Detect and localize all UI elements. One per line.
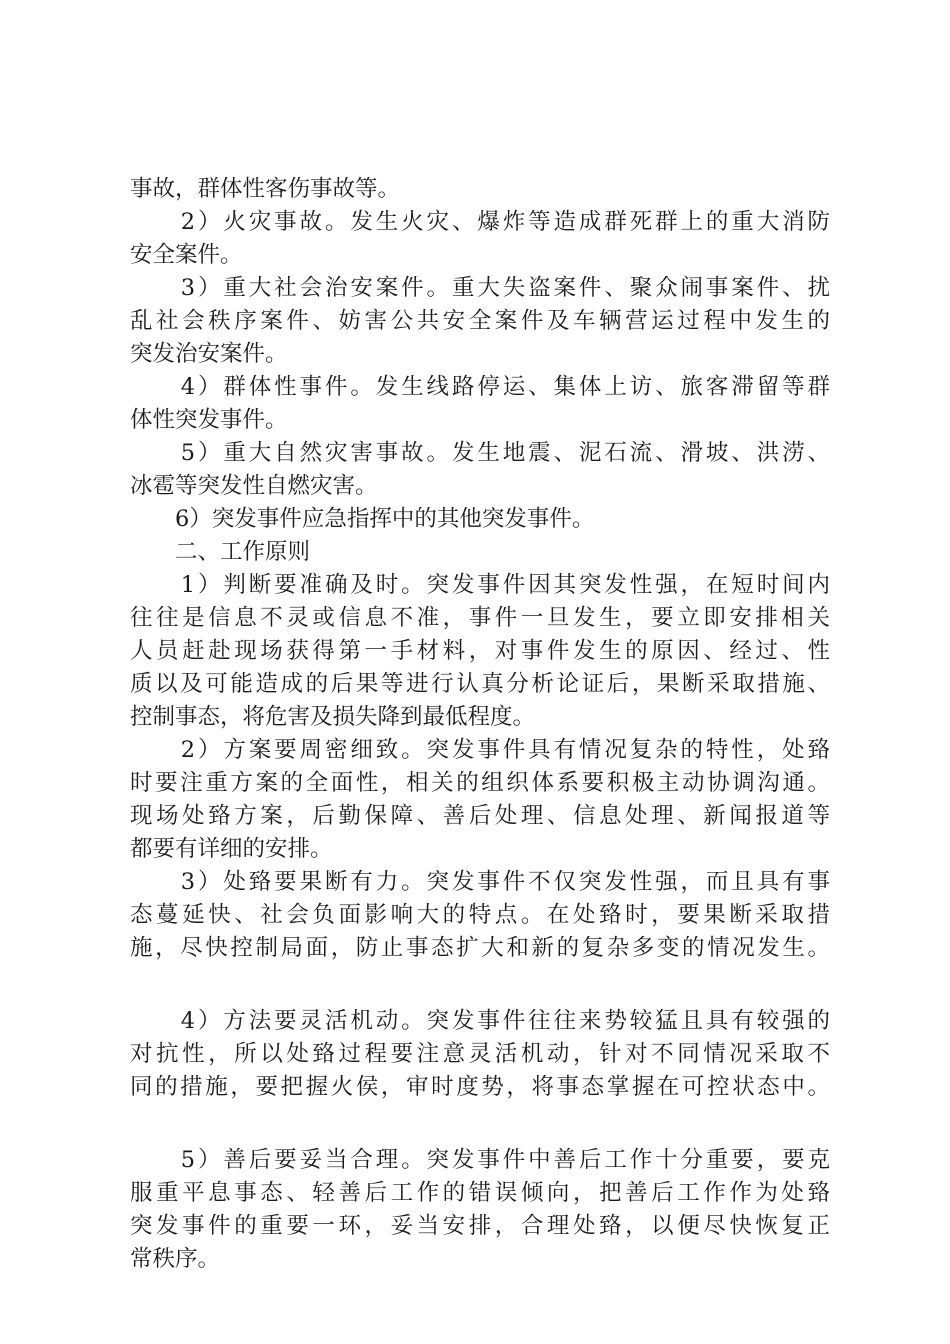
text-line: 时要注重方案的全面性，相关的组织体系要积极主动协调沟通。: [130, 770, 830, 796]
text-line: 6）突发事件应急指挥中的其他突发事件。: [130, 506, 595, 532]
text-line: 4）群体性事件。发生线路停运、集体上访、旅客滞留等群: [130, 374, 830, 400]
text-line: 往往是信息不灵或信息不准，事件一旦发生，要立即安排相关: [130, 605, 830, 631]
text-line: 1）判断要准确及时。突发事件因其突发性强，在短时间内: [130, 572, 830, 598]
text-line: 控制事态，将危害及损失降到最低程度。: [130, 704, 536, 730]
text-line: 冰雹等突发性自燃灾害。: [130, 473, 378, 499]
text-line: 2）火灾事故。发生火灾、爆炸等造成群死群上的重大消防: [130, 209, 830, 235]
text-line: 突发治安案件。: [130, 341, 288, 367]
text-line: 同的措施，要把握火侯，审时度势，将事态掌握在可控状态中。: [130, 1074, 830, 1100]
text-line: 乱社会秩序案件、妨害公共安全案件及车辆营运过程中发生的: [130, 308, 830, 334]
text-line: 施，尽快控制局面，防止事态扩大和新的复杂多变的情况发生。: [130, 935, 830, 961]
text-line: 人员赶赴现场获得第一手材料，对事件发生的原因、经过、性: [130, 638, 830, 664]
text-line: 5）重大自然灾害事故。发生地震、泥石流、滑坡、洪涝、: [130, 440, 830, 466]
text-line: 事故，群体性客伤事故等。: [130, 176, 401, 202]
text-line: 3）处臵要果断有力。突发事件不仅突发性强，而且具有事: [130, 869, 830, 895]
text-line: 常秩序。: [130, 1246, 221, 1272]
text-line: 现场处臵方案，后勤保障、善后处理、信息处理、新闻报道等: [130, 803, 830, 829]
text-line: 都要有详细的安排。: [130, 836, 333, 862]
text-line: 2）方案要周密细致。突发事件具有情况复杂的特性，处臵: [130, 737, 830, 763]
text-line: 4）方法要灵活机动。突发事件往往来势较猛且具有较强的: [130, 1008, 830, 1034]
text-line: 服重平息事态、轻善后工作的错误倾向，把善后工作作为处臵: [130, 1180, 830, 1206]
text-line: 突发事件的重要一环，妥当安排，合理处臵，以便尽快恢复正: [130, 1213, 830, 1239]
text-line: 安全案件。: [130, 242, 243, 268]
text-line: 5）善后要妥当合理。突发事件中善后工作十分重要，要克: [130, 1147, 830, 1173]
section-heading: 二、工作原则: [130, 539, 311, 565]
text-line: 态蔓延快、社会负面影响大的特点。在处臵时，要果断采取措: [130, 902, 830, 928]
text-line: 3）重大社会治安案件。重大失盗案件、聚众闹事案件、扰: [130, 275, 830, 301]
text-line: 对抗性，所以处臵过程要注意灵活机动，针对不同情况采取不: [130, 1041, 830, 1067]
text-line: 质以及可能造成的后果等进行认真分析论证后，果断采取措施、: [130, 671, 830, 697]
text-line: 体性突发事件。: [130, 407, 288, 433]
